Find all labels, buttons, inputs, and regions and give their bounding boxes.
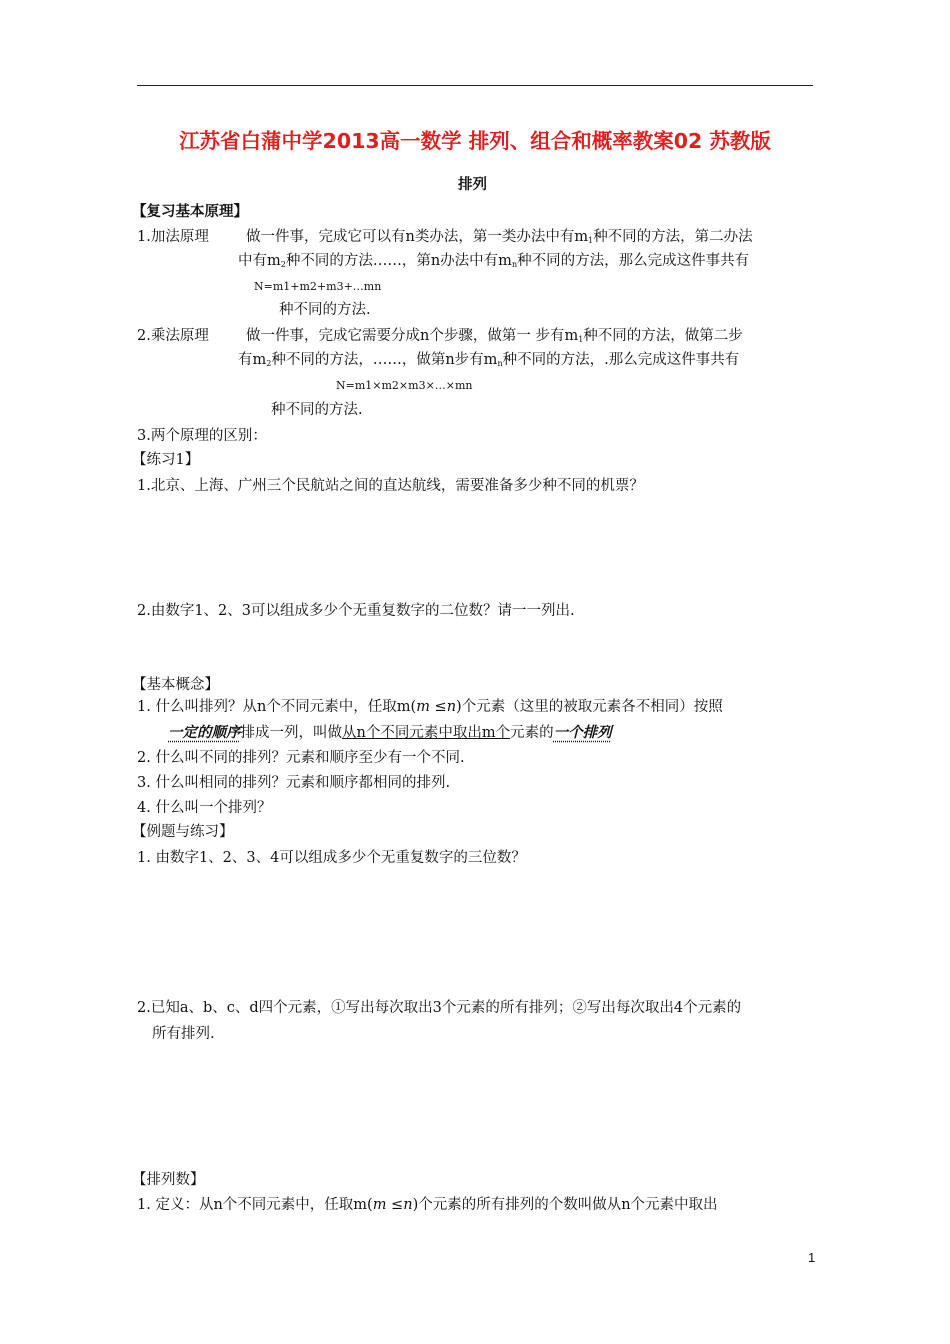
header-rule	[137, 85, 813, 86]
practice1-heading: 【练习1】	[132, 452, 200, 468]
concept-4: 4. 什么叫一个排列？	[137, 800, 272, 816]
practice1-question-2: 2.由数字1、2、3可以组成多少个无重复数字的二位数？请一一列出.	[137, 603, 575, 619]
example-2-line-2: 所有排列.	[152, 1026, 215, 1042]
concepts-heading: 【基本概念】	[132, 677, 219, 693]
section-title: 排列	[458, 177, 487, 193]
perm-count-definition: 1. 定义：从n个不同元素中，任取m(m ≤n)个元素的所有排列的个数叫做从n个元素中取出	[137, 1197, 718, 1213]
multiplication-line-2: 有$m_2$种不同的方法，……，做第n步有$m_n$种不同的方法，.那么完成这件事共有	[238, 352, 740, 368]
review-heading: 【复习基本原理】	[132, 204, 248, 220]
perm-count-heading: 【排列数】	[132, 1172, 205, 1188]
multiplication-result: 种不同的方法.	[271, 402, 363, 418]
example-1: 1. 由数字1、2、3、4可以组成多少个无重复数字的三位数？	[137, 850, 526, 866]
page-number: 1	[808, 1250, 816, 1265]
multiplication-formula: N=m1×m2×m3×…×mn	[336, 379, 473, 392]
concept-1-line-2: 一定的顺序排成一列，叫做从n个不同元素中取出m个元素的一个排列	[168, 725, 612, 741]
concept-3: 3. 什么叫相同的排列？元素和顺序都相同的排列.	[137, 775, 451, 791]
addition-line-1: 做一件事，完成它可以有n类办法，第一类办法中有$m_1$种不同的方法，第二办法	[246, 229, 753, 245]
concept-2: 2. 什么叫不同的排列？元素和顺序至少有一个不同.	[137, 750, 465, 766]
multiplication-label: 2.乘法原理	[137, 328, 209, 344]
example-2-line-1: 2.已知a、b、c、d四个元素，①写出每次取出3个元素的所有排列；②写出每次取出4个元素的	[137, 1000, 742, 1016]
examples-heading: 【例题与练习】	[132, 824, 234, 840]
document-title: 江苏省白蒲中学2013高一数学 排列、组合和概率教案02 苏教版	[179, 129, 771, 153]
principle-difference: 3.两个原理的区别：	[137, 428, 267, 444]
addition-result: 种不同的方法.	[279, 302, 371, 318]
addition-label: 1.加法原理	[137, 229, 209, 245]
addition-formula: N=m1+m2+m3+…mn	[254, 280, 382, 293]
multiplication-line-1: 做一件事，完成它需要分成n个步骤，做第一 步有$m_1$种不同的方法，做第二步	[246, 328, 743, 344]
addition-line-2: 中有$m_2$种不同的方法……，第n办法中有$m_n$种不同的方法，那么完成这件事共有	[238, 253, 750, 269]
concept-1-line-1: 1. 什么叫排列？从n个不同元素中，任取m(m ≤n)个元素（这里的被取元素各不相同）按照	[137, 699, 723, 715]
practice1-question-1: 1.北京、上海、广州三个民航站之间的直达航线，需要准备多少种不同的机票？	[137, 478, 644, 494]
